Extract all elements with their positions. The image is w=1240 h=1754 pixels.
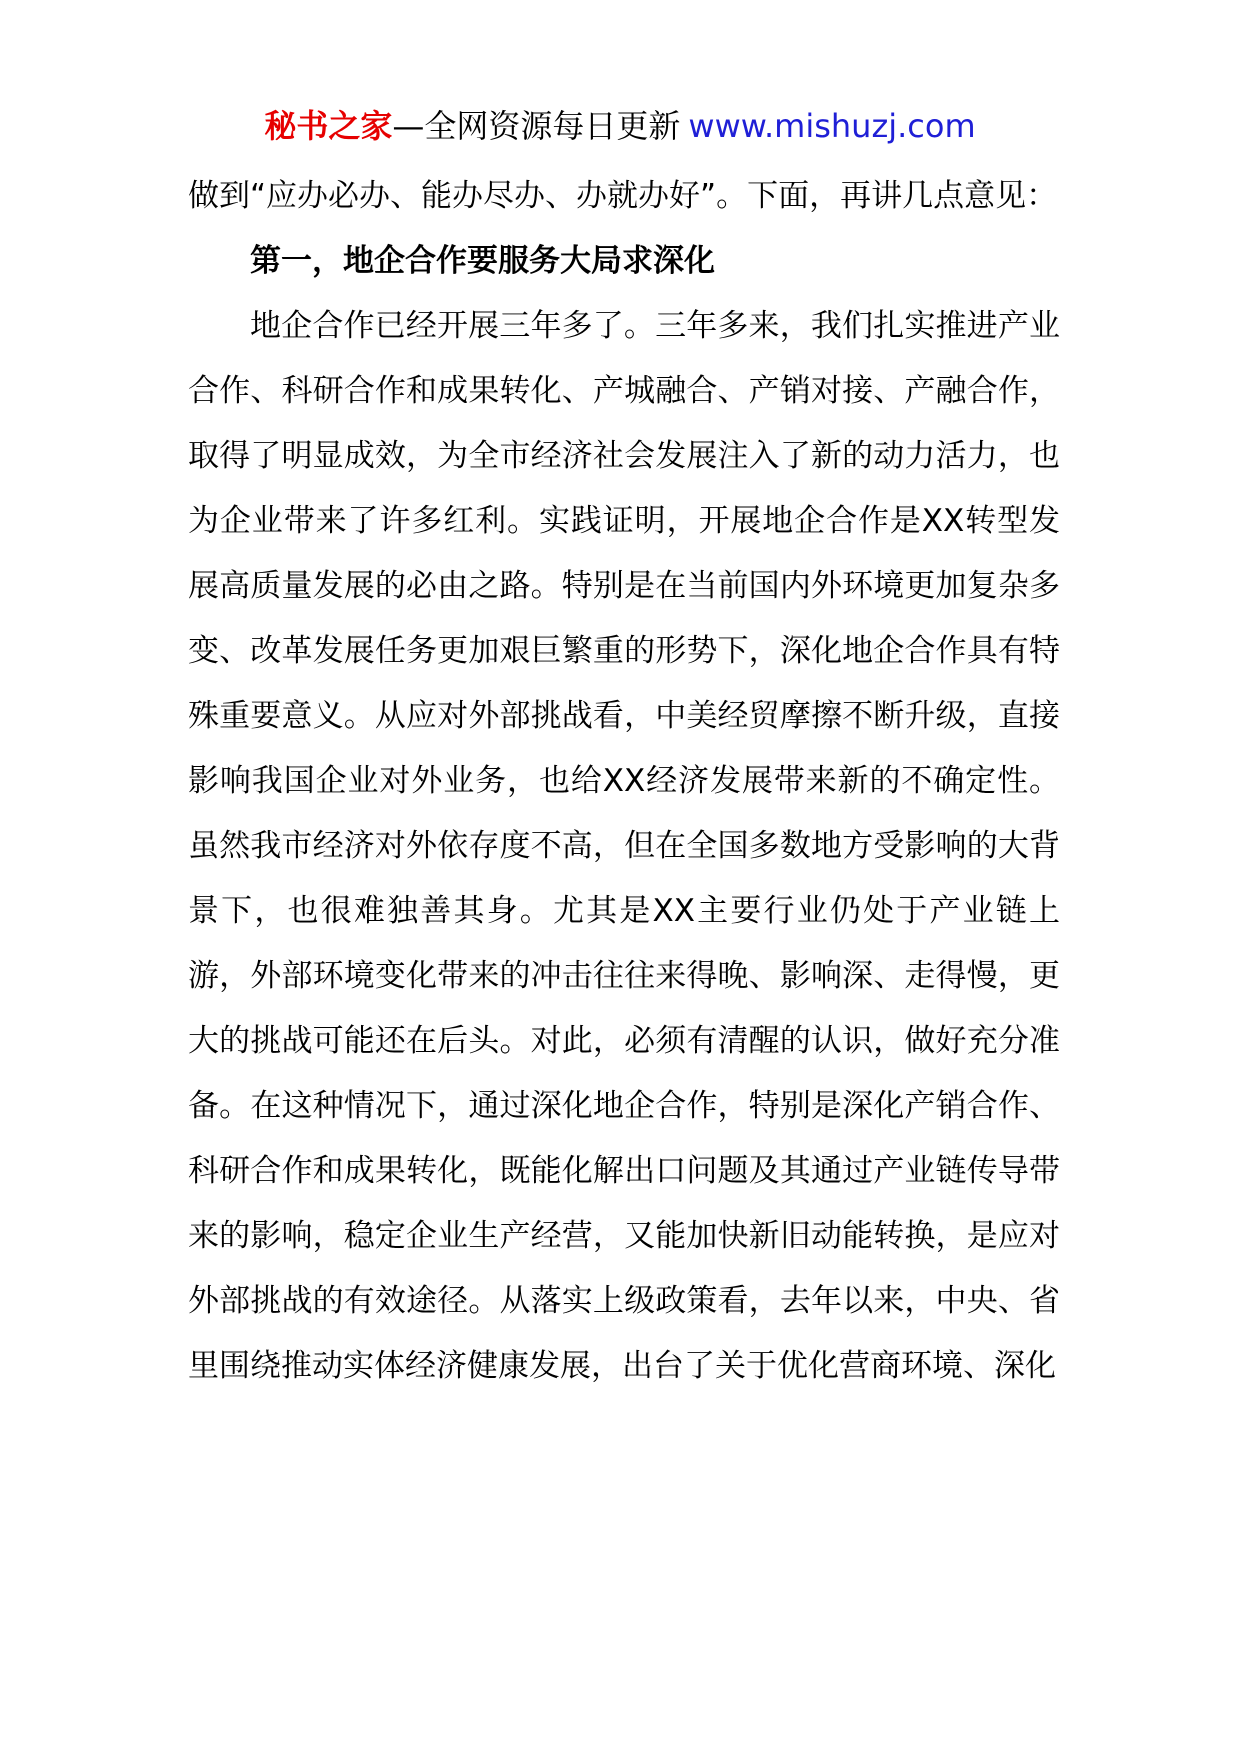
paragraph-intro: 做到“应办必办、能办尽办、办就办好”。下面，再讲几点意见： <box>188 178 1058 214</box>
site-header <box>0 98 1240 154</box>
document-body <box>188 164 1060 1399</box>
header-tagline: —全网资源每日更新 <box>392 107 681 145</box>
site-url-link[interactable]: www.mishuzj.com <box>688 107 976 145</box>
section-heading: 第一，地企合作要服务大局求深化 <box>250 243 715 279</box>
paragraph-main: 地企合作已经开展三年多了。三年多来，我们扎实推进产业合作、科研合作和成果转化、产城融合、产销对接、产融合作，取得了明显成效，为全市经济社会发展注入了新的动力活力，也为企业带来了许多红利。实践证明，开展地企合作是XX转型发展高质量发展的必由之路。特别是在当前国内外环境更加复杂多变、改革发展任务更加艰巨繁重的形势下，深化地企合作具有特殊重要意义。从应对外部挑战看，中美经贸摩擦不断升级，直接影响我国企业对外业务，也给XX经济发展带来新的不确定性。虽然我市经济对外依存度不高，但在全国多数地方受影响的大背景下，也很难独善其身。尤其是XX主要行业仍处于产业链上游，外部环境变化带来的冲击往往来得晚、影响深、走得慢，更大的挑战可能还在后头。对此，必须有清醒的认识，做好充分准备。在这种情况下，通过深化地企合作，特别是深化产销合作、科研合作和成果转化，既能化解出口问题及其通过产业链传导带来的影响，稳定企业生产经营，又能加快新旧动能转换，是应对外部挑战的有效途径。从落实上级政策看，去年以来，中央、省里围绕推动实体经济健康发展，出台了关于优化营商环境、深化 <box>188 308 1060 1384</box>
brand-name: 秘书之家 <box>264 107 393 145</box>
